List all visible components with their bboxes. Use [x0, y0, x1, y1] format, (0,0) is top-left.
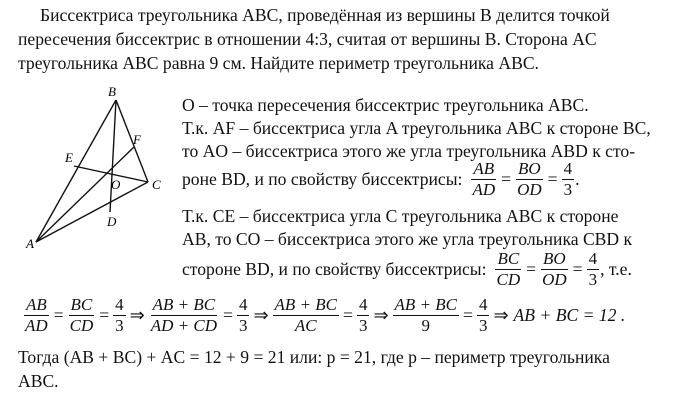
- fraction-bc-cd: $\frac{BC}{CD}$: [496, 249, 521, 289]
- label-f: F: [133, 132, 141, 147]
- bisector-bd: [110, 100, 116, 212]
- solution-line-2: Т.к. AF – биссектриса угла A треугольника ABC к стороне BC,: [182, 118, 651, 138]
- solution-line-7: стороне BD, и по свойству биссектрисы: $\frac{BC}{CD}$ = $\frac{BO}{OD}$ = $\frac{4}{3}$ , т.е.: [182, 249, 632, 289]
- label-o: O: [111, 177, 121, 192]
- solution-line-7-text: стороне BD, и по свойству биссектрисы:: [182, 259, 487, 279]
- problem-line-2: пересечения биссектрис в отношении 4:3, считая от вершины B. Сторона AC: [18, 29, 597, 49]
- label-a: A: [26, 236, 34, 251]
- triangle-figure: [18, 82, 178, 252]
- equation-chain: $\frac{AB}{AD}$ = $\frac{BC}{CD}$ = $\frac{4}{3}$ ⇒ $\frac{AB + BC}{AD + CD}$ = $\frac{4}{3}$ ⇒ $\frac{AB + BC}{AC}$ = $\frac{4}{3}$ ⇒ $\frac{AB + BC}{9}$ = $\frac{4}{3}$ ⇒ AB + BC = 12 .: [25, 295, 626, 335]
- fraction-4-3-2: $\frac{4}{3}$: [588, 249, 598, 289]
- final-line-2: ABC.: [18, 371, 59, 391]
- fraction-bo-od-2: $\frac{BO}{OD}$: [542, 249, 567, 289]
- solution-line-4: роне BD, и по свойству биссектрисы: $\frac{AB}{AD}$ = $\frac{BO}{OD}$ = $\frac{4}{3}$ .: [182, 159, 580, 199]
- implies-arrow-icon: ⇒: [493, 305, 509, 326]
- label-c: C: [152, 177, 161, 192]
- fraction-4-3: $\frac{4}{3}$: [563, 159, 573, 199]
- label-e: E: [65, 150, 73, 165]
- solution-line-4-text: роне BD, и по свойству биссектрисы:: [182, 169, 463, 189]
- implies-arrow-icon: ⇒: [129, 305, 145, 326]
- solution-line-6: AB, то CO – биссектриса этого же угла треугольника CBD к: [182, 229, 633, 249]
- solution-line-1: O – точка пересечения биссектрис треугольника ABC.: [182, 95, 589, 115]
- solution-line-3: то AO – биссектриса этого же угла треугольника ABD к сто-: [182, 141, 636, 161]
- bisector-af: [36, 147, 134, 242]
- solution-line-5: Т.к. CE – биссектриса угла C треугольника ABC к стороне: [182, 206, 619, 226]
- side-bc: [116, 100, 148, 182]
- problem-line-1: Биссектриса треугольника ABC, проведённая из вершины B делится точкой: [40, 5, 610, 25]
- implies-arrow-icon: ⇒: [253, 305, 269, 326]
- fraction-ab-ad: $\frac{AB}{AD}$: [472, 159, 496, 199]
- problem-line-3: треугольника ABC равна 9 см. Найдите периметр треугольника ABC.: [18, 53, 539, 73]
- label-b: B: [108, 84, 116, 99]
- result-equation: AB + BC = 12 .: [513, 305, 626, 325]
- implies-arrow-icon: ⇒: [373, 305, 389, 326]
- final-line-1: Тогда (AB + BC) + AC = 12 + 9 = 21 или: p = 21, где p – периметр треугольника: [18, 347, 610, 367]
- label-d: D: [107, 214, 117, 229]
- fraction-bo-od: $\frac{BO}{OD}$: [517, 159, 542, 199]
